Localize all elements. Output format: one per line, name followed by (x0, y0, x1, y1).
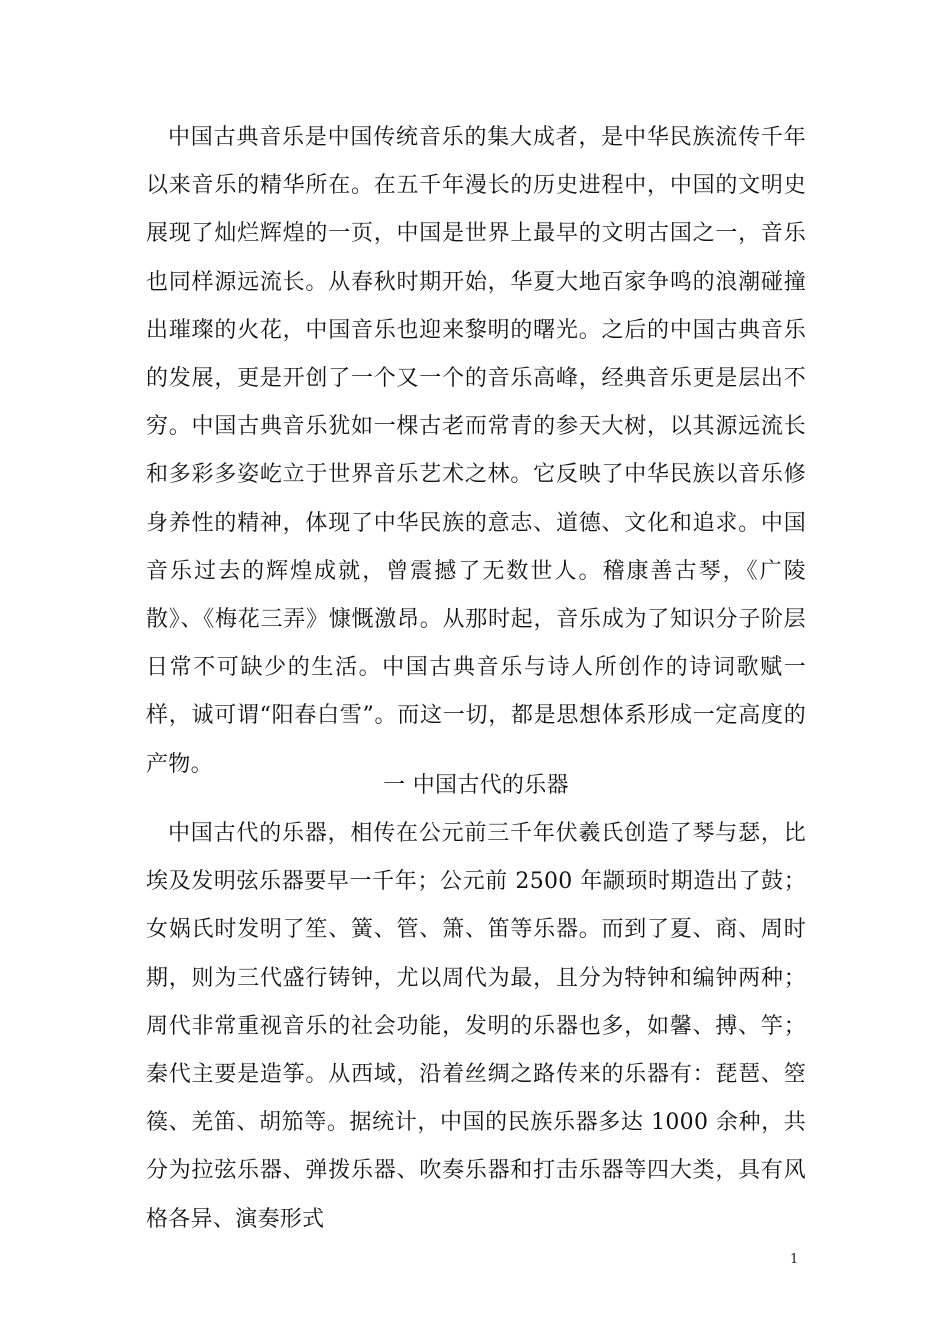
intro-paragraph: 中国古典音乐是中国传统音乐的集大成者，是中华民族流传千年以来音乐的精华所在。在五千年漫长的历史进程中，中国的文明史展现了灿烂辉煌的一页，中国是世界上最早的文明古国之一，音乐也同样源远流长。从春秋时期开始，华夏大地百家争鸣的浪潮碰撞出璀璨的火花，中国音乐也迎来黎明的曙光。之后的中国古典音乐的发展，更是开创了一个又一个的音乐高峰，经典音乐更是层出不穷。中国古典音乐犹如一棵古老而常青的参天大树，以其源远流长和多彩多姿屹立于世界音乐艺术之林。它反映了中华民族以音乐修身养性的精神，体现了中华民族的意志、道德、文化和追求。中国音乐过去的辉煌成就，曾震撼了无数世人。稽康善古琴，《广陵散》、《梅花三弄》慷慨激昂。从那时起，音乐成为了知识分子阶层日常不可缺少的生活。中国古典音乐与诗人所创作的诗词歌赋一样，诚可谓“阳春白雪”。而这一切，都是思想体系形成一定高度的产物。 (146, 125, 806, 777)
instruments-paragraph: 中国古代的乐器，相传在公元前三千年伏羲氏创造了琴与瑟，比埃及发明弦乐器要早一千年；公元前 2500 年颛顼时期造出了鼓；女娲氏时发明了笙、簧、管、箫、笛等乐器。而到了夏、商、周时期，则为三代盛行铸钟，尤以周代为最，且分为特钟和编钟两种；周代非常重视音乐的社会功能，发明的乐器也多，如馨、搏、竽；秦代主要是造筝。从西域，沿着丝绸之路传来的乐器有：琵琶、箜篌、羌笛、胡笳等。据统计，中国的民族乐器多达 1000 余种，共分为拉弦乐器、弹拨乐器、吹奏乐器和打击乐器等四大类，具有风格各异、演奏形式 (146, 821, 806, 1232)
page-number: 1 (790, 1252, 799, 1267)
section-heading: 一 中国古代的乐器 (383, 773, 569, 798)
